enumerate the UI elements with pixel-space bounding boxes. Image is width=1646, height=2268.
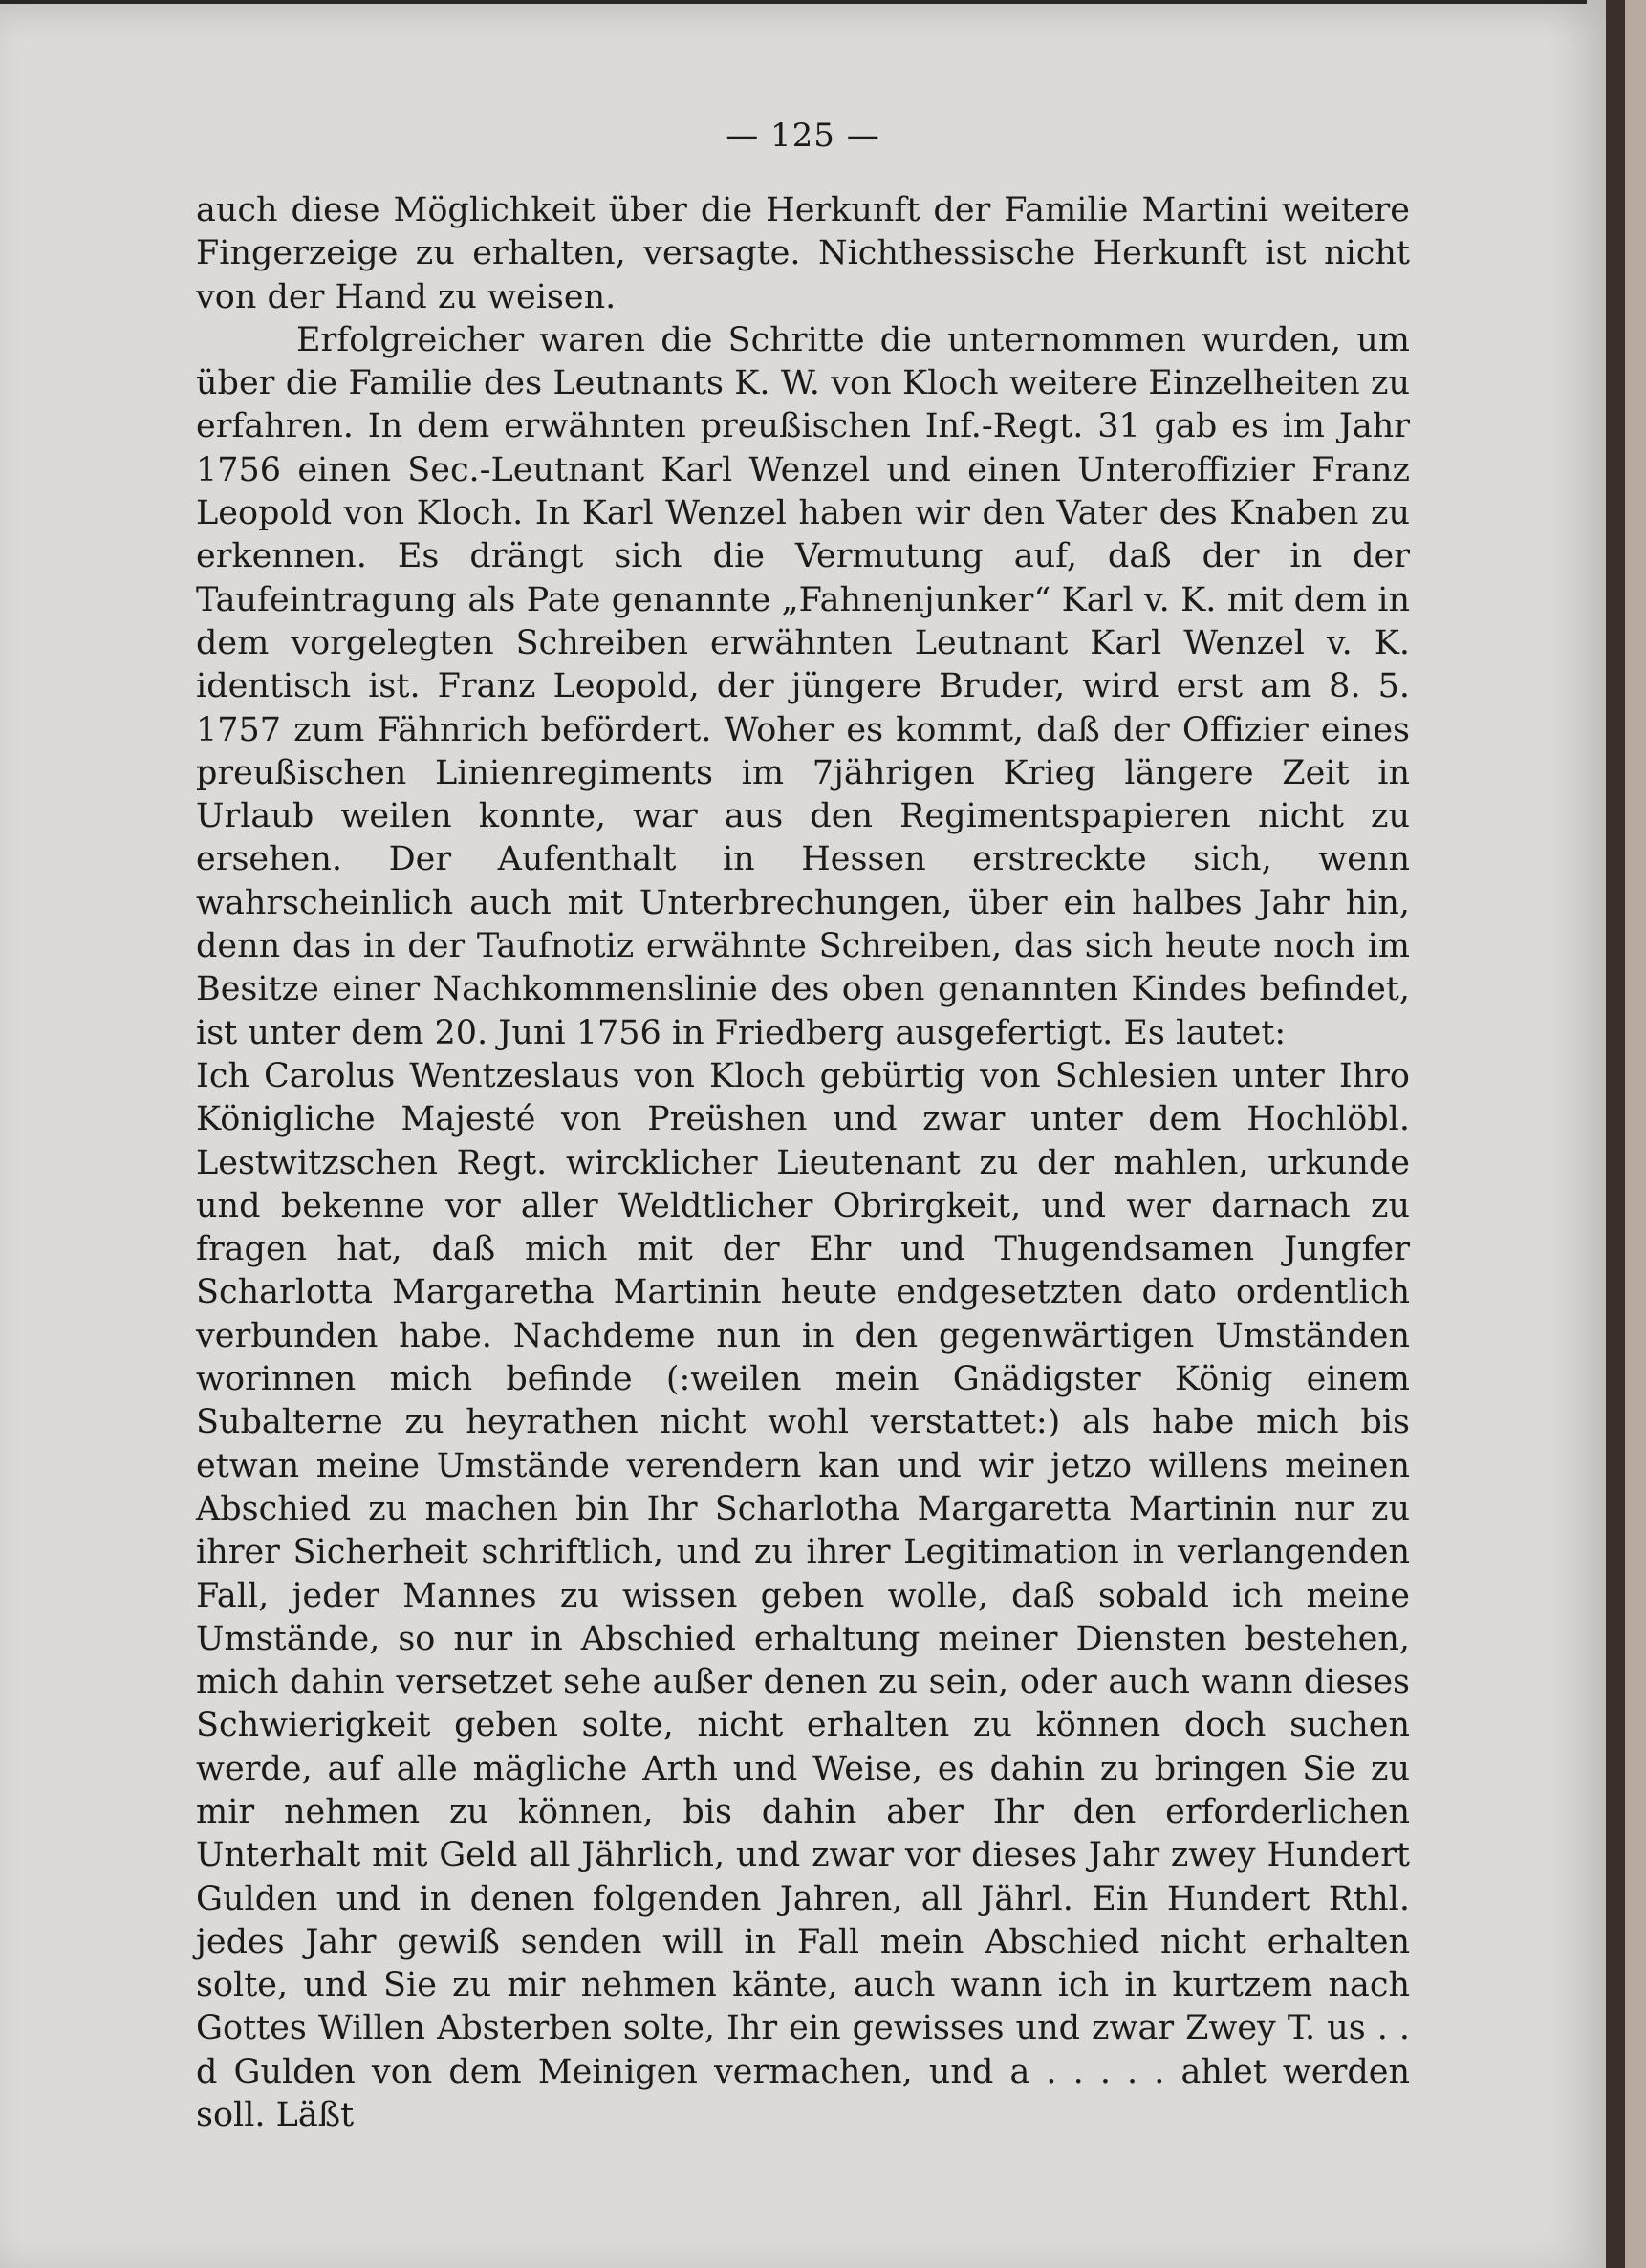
top-rule bbox=[0, 0, 1587, 4]
body-text bbox=[196, 189, 1410, 2137]
paragraph-continuation: auch diese Möglichkeit über die Herkunft der Familie Martini weitere Fingerzeige zu erhalten, versagte. Nichthessische Herkunft ist nicht von der Hand zu weisen. bbox=[196, 191, 1410, 316]
quoted-letter: Ich Carolus Wentzeslaus von Kloch gebürtig von Schlesien unter Ihro Königliche Majesté von Preüshen und zwar unter dem Hochlöbl. Lestwitzschen Regt. wircklicher Lieutenant zu der mahlen, urkunde und bekenne vor aller Weldtlicher Obrirgkeit, und wer darnach zu fragen hat, daß mich mit der Ehr und Thugendsamen Jungfer Scharlotta Margaretha Martinin heute endgesetzten dato ordentlich verbunden habe. Nachdeme nun in den gegenwärtigen Umständen worinnen mich befinde (:weilen mein Gnädigster König einem Subalterne zu heyrathen nicht wohl verstattet:) als habe mich bis etwan meine Umstände verendern kan und wir jetzo willens meinen Abschied zu machen bin Ihr Scharlotha Margaretta Martinin nur zu ihrer Sicherheit schriftlich, und zu ihrer Legitimation in verlangenden Fall, jeder Mannes zu wissen geben wolle, daß sobald ich meine Umstände, so nur in Abschied erhaltung meiner Diensten bestehen, mich dahin versetzet sehe außer denen zu sein, oder auch wann dieses Schwierigkeit geben solte, nicht erhalten zu können doch suchen werde, auf alle mägliche Arth und Weise, es dahin zu bringen Sie zu mir nehmen zu können, bis dahin aber Ihr den erforderlichen Unterhalt mit Geld all Jährlich, und zwar vor dieses Jahr zwey Hundert Gulden und in denen folgenden Jahren, all Jährl. Ein Hundert Rthl. jedes Jahr gewiß senden will in Fall mein Abschied nicht erhalten solte, und Sie zu mir nehmen känte, auch wann ich in kurtzem nach Gottes Willen Absterben solte, Ihr ein gewisses und zwar Zwey T. us . . d Gulden von dem Meinigen vermachen, und a . . . . . ahlet werden soll. Läßt bbox=[196, 1056, 1410, 2135]
page-number: — 125 — bbox=[726, 117, 880, 155]
page-edge-next bbox=[1625, 0, 1646, 2268]
page-edge-shadow bbox=[1606, 0, 1625, 2268]
paragraph: Erfolgreicher waren die Schritte die unternommen wurden, um über die Familie des Leutnants K. W. von Kloch weitere Einzelheiten zu erfahren. In dem erwähnten preußischen Inf.-Regt. 31 gab es im Jahr 1756 einen Sec.-Leutnant Karl Wenzel und einen Unteroffizier Franz Leopold von Kloch. In Karl Wenzel haben wir den Vater des Knaben zu erkennen. Es drängt sich die Vermutung auf, daß der in der Taufeintragung als Pate genannte „Fahnenjunker“ Karl v. K. mit dem in dem vorgelegten Schreiben erwähnten Leutnant Karl Wenzel v. K. identisch ist. Franz Leopold, der jüngere Bruder, wird erst am 8. 5. 1757 zum Fähnrich befördert. Woher es kommt, daß der Offizier eines preußischen Linienregiments im 7jährigen Krieg längere Zeit in Urlaub weilen konnte, war aus den Regimentspapieren nicht zu ersehen. Der Aufenthalt in Hessen erstreckte sich, wenn wahrscheinlich auch mit Unterbrechungen, über ein halbes Jahr hin, denn das in der Taufnotiz erwähnte Schreiben, das sich heute noch im Besitze einer Nachkommenslinie des oben genannten Kindes befindet, ist unter dem 20. Juni 1756 in Friedberg ausgefertigt. Es lautet: bbox=[196, 320, 1410, 1052]
